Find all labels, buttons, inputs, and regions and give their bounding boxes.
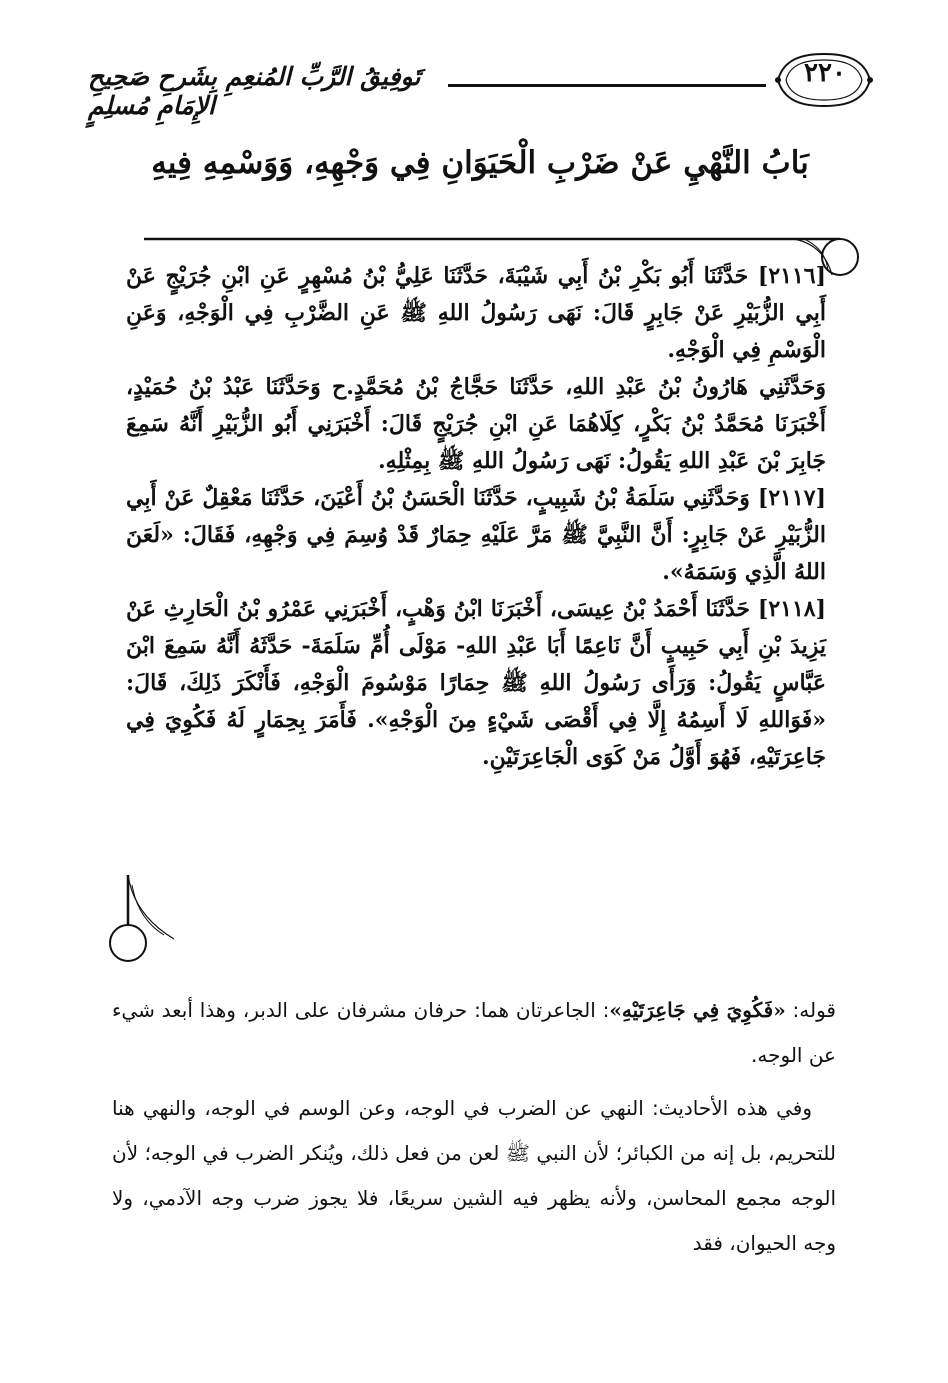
hadith-2117: [٢١١٧] وَحَدَّثَنِي سَلَمَةُ بْنُ شَبِيبٍ، حَدَّثَنَا الْحَسَنُ بْنُ أَعْيَنَ، حَدَّثَنَا مَعْقِلٌ عَنْ أَبِي الزُّبَيْرِ عَنْ جَابِرٍ: أَنَّ النَّبِيَّ ﷺ مَرَّ عَلَيْهِ حِمَارٌ قَدْ وُسِمَ فِي وَجْهِهِ، فَقَالَ: «لَعَنَ اللهُ الَّذِي وَسَمَهُ». — [126, 485, 826, 585]
hadith-2116-second-chain: وَحَدَّثَنِي هَارُونُ بْنُ عَبْدِ اللهِ، حَدَّثَنَا حَجَّاجُ بْنُ مُحَمَّدٍ.ح وَحَدَّثَنَا عَبْدُ بْنُ حُمَيْدٍ، أَخْبَرَنَا مُحَمَّدُ بْنُ بَكْرٍ، كِلَاهُمَا عَنِ ابْنِ جُرَيْجٍ قَالَ: أَخْبَرَنِي أَبُو الزُّبَيْرِ أَنَّهُ سَمِعَ جَابِرَ بْنَ عَبْدِ اللهِ يَقُولُ: نَهَى رَسُولُ اللهِ ﷺ بِمِثْلِهِ. — [126, 374, 826, 474]
header-rule — [448, 84, 766, 87]
hadith-2116: [٢١١٦] حَدَّثَنَا أَبُو بَكْرِ بْنُ أَبِي شَيْبَةَ، حَدَّثَنَا عَلِيُّ بْنُ مُسْهِرٍ عَنِ ابْنِ جُرَيْجٍ عَنْ أَبِي الزُّبَيْرِ عَنْ جَابِرٍ قَالَ: نَهَى رَسُولُ اللهِ ﷺ عَنِ الضَّرْبِ فِي الْوَجْهِ، وَعَنِ الْوَسْمِ فِي الْوَجْهِ. — [126, 263, 826, 363]
commentary-paragraph-2: وفي هذه الأحاديث: النهي عن الضرب في الوجه، وعن الوسم في الوجه، والنهي هنا للتحريم، بل إنه من الكبائر؛ لأن النبي ﷺ لعن من فعل ذلك، ويُنكر الضرب في الوجه؛ لأن الوجه مجمع المحاسن، ولأنه يظهر فيه الشين سريعًا، فلا يجوز ضرب وجه الآدمي، ولا وجه الحيوان، فقد — [112, 1096, 836, 1255]
hadith-2118: [٢١١٨] حَدَّثَنَا أَحْمَدُ بْنُ عِيسَى، أَخْبَرَنَا ابْنُ وَهْبٍ، أَخْبَرَنِي عَمْرُو بْنُ الْحَارِثِ عَنْ يَزِيدَ بْنِ أَبِي حَبِيبٍ أَنَّ نَاعِمًا أَبَا عَبْدِ اللهِ- مَوْلَى أُمِّ سَلَمَةَ- حَدَّثَهُ أَنَّهُ سَمِعَ ابْنَ عَبَّاسٍ يَقُولُ: وَرَأَى رَسُولُ اللهِ ﷺ حِمَارًا مَوْسُومَ الْوَجْهِ، فَأَنْكَرَ ذَلِكَ، قَالَ: «فَوَاللهِ لَا أَسِمُهُ إِلَّا فِي أَقْصَى شَيْءٍ مِنَ الْوَجْهِ». فَأَمَرَ بِحِمَارٍ لَهُ فَكُوِيَ فِي جَاعِرَتَيْهِ، فَهُوَ أَوَّلُ مَنْ كَوَى الْجَاعِرَتَيْنِ. — [126, 596, 826, 770]
page-number: ٢٢٠ — [804, 58, 846, 88]
chapter-title: بَابُ النَّهْيِ عَنْ ضَرْبِ الْحَيَوَانِ فِي وَجْهِهِ، وَوَسْمِهِ فِيهِ — [151, 145, 809, 181]
hadith-text — [126, 258, 826, 776]
page-header — [88, 50, 874, 120]
book-title: تَوفِيقُ الرَّبِّ المُنعِمِ بِشَرحِ صَحِيحِ الإِمَامِ مُسلِمٍ — [88, 62, 421, 120]
commentary-paragraph-1 — [112, 988, 836, 1078]
commentary-prefix: قوله: — [785, 998, 836, 1022]
commentary-explanation: : الجاعرتان هما: حرفان مشرفان على الدبر، وهذا أبعد شيء عن الوجه. — [112, 998, 836, 1067]
commentary-term: «فَكُوِيَ فِي جَاعِرَتَيْهِ» — [609, 998, 786, 1022]
commentary — [112, 988, 836, 1266]
